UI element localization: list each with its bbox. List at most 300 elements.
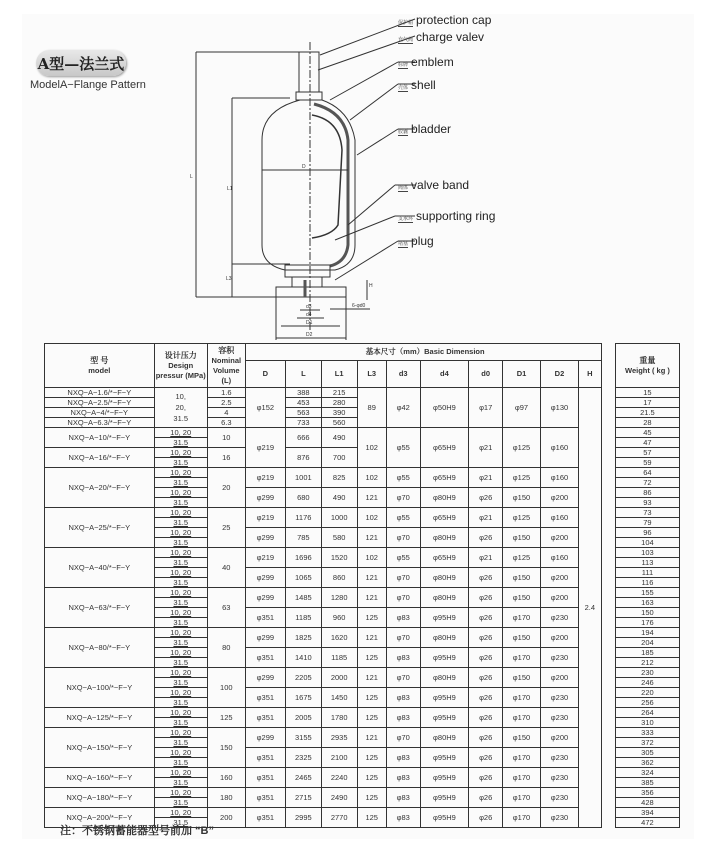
pressure-cell: 31.5 <box>154 718 207 728</box>
pressure-cell: 31.5 <box>154 558 207 568</box>
header-gap <box>601 344 615 388</box>
dim-cell-l3: 125 <box>357 648 386 668</box>
weight-cell: 21.5 <box>615 408 679 418</box>
dim-cell-d1: φ170 <box>503 788 541 808</box>
dim-cell-d4: φ80H9 <box>420 668 469 688</box>
dim-cell-d0: φ21 <box>469 508 503 528</box>
dim-cell-d2: φ230 <box>540 688 578 708</box>
model-cell: NXQ−A−40/*−F−Y <box>45 548 155 588</box>
column-header-h: H <box>578 361 601 388</box>
dim-cell-l3: 121 <box>357 588 386 608</box>
dim-cell-l3: 125 <box>357 688 386 708</box>
dim-cell-d0: φ21 <box>469 548 503 568</box>
pressure-cell: 31.5 <box>154 538 207 548</box>
dim-cell-d2: φ200 <box>540 528 578 548</box>
weight-cell: 356 <box>615 788 679 798</box>
dim-cell-l1: 1185 <box>321 648 357 668</box>
dim-cell-d3: φ70 <box>386 728 420 748</box>
dim-cell-l: 2995 <box>285 808 321 828</box>
weight-cell: 64 <box>615 468 679 478</box>
dim-cell-d4: φ95H9 <box>420 768 469 788</box>
dim-cell-d2: φ230 <box>540 748 578 768</box>
column-header-l1: L1 <box>321 361 357 388</box>
volume-cell: 200 <box>207 808 245 828</box>
table-row <box>45 388 680 398</box>
dim-cell-d2: φ200 <box>540 628 578 648</box>
dim-cell-d1: φ150 <box>503 728 541 748</box>
dim-cell-l: 2715 <box>285 788 321 808</box>
dim-cell-l: 733 <box>285 418 321 428</box>
dim-label-H: H <box>369 283 373 289</box>
model-cell: NXQ−A−150/*−F−Y <box>45 728 155 768</box>
weight-cell: 59 <box>615 458 679 468</box>
dim-cell-d3: φ83 <box>386 788 420 808</box>
dim-cell-l3: 102 <box>357 508 386 528</box>
dim-cell-d1: φ170 <box>503 648 541 668</box>
dim-cell-d3: φ70 <box>386 568 420 588</box>
dim-cell-d2: φ230 <box>540 708 578 728</box>
dim-cell-d0: φ26 <box>469 488 503 508</box>
column-header-d0: d0 <box>469 361 503 388</box>
callout-en: valve band <box>411 178 470 192</box>
dim-cell-l1: 1620 <box>321 628 357 648</box>
dim-cell-d2: φ230 <box>540 608 578 628</box>
volume-cell: 2.5 <box>207 398 245 408</box>
dim-cell-d4: φ95H9 <box>420 688 469 708</box>
dim-cell-d0: φ26 <box>469 768 503 788</box>
volume-cell: 4 <box>207 408 245 418</box>
model-cell: NXQ−A−2.5/*−F−Y <box>45 398 155 408</box>
model-cell: NXQ−A−63/*−F−Y <box>45 588 155 628</box>
dim-cell-d1: φ125 <box>503 468 541 488</box>
weight-cell: 256 <box>615 698 679 708</box>
header-volume: 容积 Nominal Volume (L) <box>207 344 245 388</box>
dim-cell-d3: φ83 <box>386 688 420 708</box>
dim-cell-d1: φ170 <box>503 608 541 628</box>
weight-cell: 428 <box>615 798 679 808</box>
callout-cn: 标牌 <box>398 62 409 68</box>
dim-cell-l3: 121 <box>357 488 386 508</box>
dim-cell-d1: φ125 <box>503 428 541 468</box>
volume-cell: 180 <box>207 788 245 808</box>
dim-cell-d: φ219 <box>245 428 285 468</box>
weight-cell: 73 <box>615 508 679 518</box>
dim-cell-d0: φ26 <box>469 668 503 688</box>
dim-cell-l: 2005 <box>285 708 321 728</box>
pressure-cell: 10, 20 <box>154 628 207 638</box>
weight-cell: 305 <box>615 748 679 758</box>
dim-cell-d1: φ150 <box>503 668 541 688</box>
volume-cell: 160 <box>207 768 245 788</box>
callout-cn: 支承环 <box>398 216 414 222</box>
callout-cn: 阀体 <box>398 185 409 191</box>
dim-cell-d0: φ26 <box>469 748 503 768</box>
dim-cell-d1: φ150 <box>503 528 541 548</box>
dim-cell-l3: 121 <box>357 528 386 548</box>
column-header-l: L <box>285 361 321 388</box>
pressure-cell: 31.5 <box>154 578 207 588</box>
pressure-cell: 10, 20 <box>154 448 207 458</box>
dim-cell-d: φ351 <box>245 648 285 668</box>
pressure-cell: 31.5 <box>154 738 207 748</box>
weight-cell: 79 <box>615 518 679 528</box>
dim-cell-d3: φ70 <box>386 668 420 688</box>
dim-cell-d3: φ83 <box>386 648 420 668</box>
dim-cell-d: φ299 <box>245 628 285 648</box>
volume-cell: 6.3 <box>207 418 245 428</box>
dim-cell-d4: φ65H9 <box>420 428 469 468</box>
dim-cell-d3: φ83 <box>386 808 420 828</box>
dim-cell-l1: 700 <box>321 448 357 468</box>
title-badge: A型—法兰式 <box>36 50 126 76</box>
dim-cell-l1: 2935 <box>321 728 357 748</box>
pressure-cell: 31.5 <box>154 478 207 488</box>
dim-cell-d2: φ200 <box>540 668 578 688</box>
callout-valve-band <box>398 178 469 192</box>
dim-cell-l: 563 <box>285 408 321 418</box>
dim-cell-l1: 2490 <box>321 788 357 808</box>
model-cell: NXQ−A−4/*−F−Y <box>45 408 155 418</box>
dim-cell-l: 876 <box>285 448 321 468</box>
dim-cell-l3: 121 <box>357 668 386 688</box>
weight-cell: 113 <box>615 558 679 568</box>
pressure-cell: 10, 20 <box>154 668 207 678</box>
weight-cell: 163 <box>615 598 679 608</box>
dim-cell-d4: φ95H9 <box>420 808 469 828</box>
dim-cell-d1: φ170 <box>503 708 541 728</box>
volume-cell: 20 <box>207 468 245 508</box>
pressure-cell: 31.5 <box>154 438 207 448</box>
dim-cell-d: φ299 <box>245 528 285 548</box>
dim-cell-l3: 89 <box>357 388 386 428</box>
dim-cell-d0: φ26 <box>469 708 503 728</box>
dim-cell-l1: 2100 <box>321 748 357 768</box>
dim-cell-l1: 560 <box>321 418 357 428</box>
volume-cell: 10 <box>207 428 245 448</box>
pressure-cell: 31.5 <box>154 638 207 648</box>
dim-cell-d0: φ26 <box>469 568 503 588</box>
dim-cell-l: 1485 <box>285 588 321 608</box>
header-basic-dimension: 基本尺寸（mm）Basic Dimension <box>245 344 601 361</box>
dim-cell-d1: φ170 <box>503 688 541 708</box>
volume-cell: 25 <box>207 508 245 548</box>
dim-cell-d2: φ200 <box>540 488 578 508</box>
dim-cell-d2: φ130 <box>540 388 578 428</box>
pressure-cell: 10, 20 <box>154 708 207 718</box>
dim-cell-d: φ219 <box>245 468 285 488</box>
weight-cell: 116 <box>615 578 679 588</box>
pressure-cell: 10, 20 <box>154 528 207 538</box>
dim-label-d4: d4 <box>306 312 312 318</box>
shell <box>262 100 355 270</box>
dim-cell-l: 2205 <box>285 668 321 688</box>
dim-cell-l: 1065 <box>285 568 321 588</box>
model-cell: NXQ−A−10/*−F−Y <box>45 428 155 448</box>
pressure-cell: 31.5 <box>154 458 207 468</box>
callout-en: supporting ring <box>416 209 496 223</box>
callout-en: protection cap <box>416 13 492 27</box>
volume-cell: 150 <box>207 728 245 768</box>
pressure-cell: 10, 20 <box>154 468 207 478</box>
pressure-cell: 10, 20 <box>154 608 207 618</box>
callout-cn: 堵塞 <box>398 241 409 247</box>
dim-cell-d: φ351 <box>245 708 285 728</box>
weight-cell: 194 <box>615 628 679 638</box>
dim-label-D2: D2 <box>306 332 313 338</box>
callout-en: shell <box>411 78 436 92</box>
weight-cell: 394 <box>615 808 679 818</box>
weight-cell: 28 <box>615 418 679 428</box>
pressure-cell: 31.5 <box>154 598 207 608</box>
subtitle: ModelA−Flange Pattern <box>30 79 146 91</box>
dim-cell-d0: φ26 <box>469 648 503 668</box>
weight-cell: 47 <box>615 438 679 448</box>
dim-cell-d2: φ160 <box>540 468 578 488</box>
weight-cell: 150 <box>615 608 679 618</box>
dim-label-d0: 6-φd0 <box>352 303 366 309</box>
dim-cell-d0: φ21 <box>469 428 503 468</box>
dim-cell-d3: φ83 <box>386 748 420 768</box>
pressure-cell: 10, 20, 31.5 <box>154 388 207 428</box>
dim-cell-l: 388 <box>285 388 321 398</box>
dim-cell-d4: φ95H9 <box>420 648 469 668</box>
dim-cell-d3: φ42 <box>386 388 420 428</box>
dim-label-L3: L3 <box>226 276 232 282</box>
dim-cell-d: φ351 <box>245 608 285 628</box>
weight-cell: 72 <box>615 478 679 488</box>
dim-cell-l3: 125 <box>357 808 386 828</box>
dim-cell-d3: φ83 <box>386 708 420 728</box>
callout-en: bladder <box>411 122 452 136</box>
callout-emblem <box>398 55 454 69</box>
weight-cell: 155 <box>615 588 679 598</box>
dim-cell-d4: φ80H9 <box>420 568 469 588</box>
column-header-d3: d3 <box>386 361 420 388</box>
weight-cell: 93 <box>615 498 679 508</box>
dim-cell-d4: φ80H9 <box>420 628 469 648</box>
dim-cell-d4: φ95H9 <box>420 608 469 628</box>
dim-label-D: D <box>302 164 306 170</box>
column-header-d1: D1 <box>503 361 541 388</box>
dim-cell-l1: 960 <box>321 608 357 628</box>
dim-label-L: L <box>190 174 193 180</box>
dim-cell-d2: φ230 <box>540 648 578 668</box>
dim-cell-l1: 2770 <box>321 808 357 828</box>
dim-cell-d0: φ26 <box>469 788 503 808</box>
pressure-cell: 10, 20 <box>154 428 207 438</box>
column-header-d4: d4 <box>420 361 469 388</box>
dim-cell-d2: φ160 <box>540 428 578 468</box>
dim-cell-d4: φ80H9 <box>420 588 469 608</box>
pressure-cell: 31.5 <box>154 778 207 788</box>
dim-cell-l3: 102 <box>357 468 386 488</box>
weight-cell: 176 <box>615 618 679 628</box>
header-model: 型 号 model <box>45 344 155 388</box>
dim-cell-d2: φ230 <box>540 808 578 828</box>
weight-cell: 385 <box>615 778 679 788</box>
dim-cell-l1: 2000 <box>321 668 357 688</box>
dim-cell-l1: 825 <box>321 468 357 488</box>
model-cell: NXQ−A−160/*−F−Y <box>45 768 155 788</box>
weight-cell: 111 <box>615 568 679 578</box>
dim-label-d3: d3 <box>306 304 312 310</box>
weight-cell: 212 <box>615 658 679 668</box>
volume-cell: 63 <box>207 588 245 628</box>
callout-en: charge valev <box>416 30 485 44</box>
volume-cell: 80 <box>207 628 245 668</box>
weight-cell: 310 <box>615 718 679 728</box>
dim-cell-d: φ299 <box>245 568 285 588</box>
dim-cell-l1: 1000 <box>321 508 357 528</box>
dim-cell-d: φ351 <box>245 748 285 768</box>
dim-cell-l1: 1280 <box>321 588 357 608</box>
dim-cell-d2: φ230 <box>540 768 578 788</box>
dim-cell-d2: φ230 <box>540 788 578 808</box>
dim-cell-l3: 102 <box>357 428 386 468</box>
pressure-cell: 31.5 <box>154 698 207 708</box>
weight-cell: 15 <box>615 388 679 398</box>
dim-cell-d2: φ160 <box>540 548 578 568</box>
table-body <box>45 388 680 828</box>
dim-cell-l3: 125 <box>357 768 386 788</box>
dim-cell-d2: φ200 <box>540 568 578 588</box>
dim-cell-d0: φ26 <box>469 728 503 748</box>
pressure-cell: 10, 20 <box>154 748 207 758</box>
callout-bladder <box>398 122 451 136</box>
dim-cell-l3: 102 <box>357 548 386 568</box>
pressure-cell: 10, 20 <box>154 508 207 518</box>
dim-cell-d1: φ150 <box>503 568 541 588</box>
weight-cell: 472 <box>615 818 679 828</box>
weight-cell: 57 <box>615 448 679 458</box>
pressure-cell: 10, 20 <box>154 728 207 738</box>
dim-cell-l: 453 <box>285 398 321 408</box>
dim-cell-l1: 1450 <box>321 688 357 708</box>
model-cell: NXQ−A−1.6/*−F−Y <box>45 388 155 398</box>
dim-cell-d: φ299 <box>245 728 285 748</box>
pressure-cell: 31.5 <box>154 818 207 828</box>
dim-cell-d0: φ26 <box>469 688 503 708</box>
dim-cell-l: 785 <box>285 528 321 548</box>
dim-cell-d: φ299 <box>245 588 285 608</box>
pressure-cell: 31.5 <box>154 518 207 528</box>
pressure-cell: 10, 20 <box>154 788 207 798</box>
volume-cell: 40 <box>207 548 245 588</box>
pressure-cell: 10, 20 <box>154 768 207 778</box>
dim-cell-l1: 860 <box>321 568 357 588</box>
callout-cn: 胶囊 <box>398 129 409 135</box>
model-cell: NXQ−A−180/*−F−Y <box>45 788 155 808</box>
dim-cell-l3: 121 <box>357 728 386 748</box>
weight-cell: 333 <box>615 728 679 738</box>
dim-cell-d0: φ26 <box>469 628 503 648</box>
dim-cell-l: 1176 <box>285 508 321 528</box>
dim-cell-l: 680 <box>285 488 321 508</box>
column-gap <box>601 388 615 828</box>
dim-cell-d0: φ26 <box>469 588 503 608</box>
weight-cell: 372 <box>615 738 679 748</box>
volume-cell: 125 <box>207 708 245 728</box>
pressure-cell: 31.5 <box>154 618 207 628</box>
dim-cell-d0: φ17 <box>469 388 503 428</box>
dim-cell-l: 1001 <box>285 468 321 488</box>
dim-cell-d2: φ200 <box>540 588 578 608</box>
dim-cell-d1: φ125 <box>503 508 541 528</box>
pressure-cell: 10, 20 <box>154 588 207 598</box>
dim-cell-d2: φ200 <box>540 728 578 748</box>
dim-cell-d: φ299 <box>245 668 285 688</box>
model-cell: NXQ−A−25/*−F−Y <box>45 508 155 548</box>
volume-cell: 100 <box>207 668 245 708</box>
callout-en: emblem <box>411 55 454 69</box>
pressure-cell: 31.5 <box>154 678 207 688</box>
weight-cell: 104 <box>615 538 679 548</box>
dim-cell-d: φ351 <box>245 808 285 828</box>
footnote: 注：不锈钢蓄能器型号前加 “B” <box>60 825 214 837</box>
dim-cell-d4: φ65H9 <box>420 508 469 528</box>
dim-cell-l: 1696 <box>285 548 321 568</box>
callout-supporting-ring <box>398 209 495 223</box>
dim-cell-d3: φ70 <box>386 528 420 548</box>
dim-cell-d4: φ95H9 <box>420 708 469 728</box>
dim-cell-d3: φ83 <box>386 608 420 628</box>
dim-cell-l3: 121 <box>357 568 386 588</box>
weight-cell: 230 <box>615 668 679 678</box>
dim-cell-d1: φ97 <box>503 388 541 428</box>
callout-shell <box>398 78 436 92</box>
dim-cell-d1: φ150 <box>503 628 541 648</box>
model-cell: NXQ−A−200/*−F−Y <box>45 808 155 828</box>
weight-cell: 324 <box>615 768 679 778</box>
dim-cell-d4: φ95H9 <box>420 748 469 768</box>
specification-table <box>44 343 680 828</box>
dim-cell-d: φ219 <box>245 508 285 528</box>
dim-cell-l3: 121 <box>357 628 386 648</box>
dim-cell-d: φ351 <box>245 768 285 788</box>
dim-cell-l: 2325 <box>285 748 321 768</box>
callout-cn: 充气阀 <box>398 37 414 43</box>
weight-cell: 220 <box>615 688 679 698</box>
dim-cell-d0: φ26 <box>469 608 503 628</box>
dim-cell-d3: φ83 <box>386 768 420 788</box>
dim-cell-d: φ351 <box>245 788 285 808</box>
weight-cell: 103 <box>615 548 679 558</box>
column-header-d: D <box>245 361 285 388</box>
dim-cell-l1: 1520 <box>321 548 357 568</box>
callout-plug <box>398 234 434 248</box>
dim-cell-d3: φ55 <box>386 428 420 468</box>
pressure-cell: 31.5 <box>154 498 207 508</box>
dim-label-D1: D1 <box>306 320 313 326</box>
dim-cell-l3: 125 <box>357 708 386 728</box>
dim-cell-d1: φ170 <box>503 808 541 828</box>
dim-cell-d4: φ80H9 <box>420 488 469 508</box>
dim-cell-d4: φ80H9 <box>420 528 469 548</box>
dim-cell-d3: φ55 <box>386 508 420 528</box>
dim-cell-d: φ219 <box>245 548 285 568</box>
dim-cell-d1: φ170 <box>503 768 541 788</box>
model-cell: NXQ−A−16/*−F−Y <box>45 448 155 468</box>
pressure-cell: 10, 20 <box>154 808 207 818</box>
header-weight: 重量 Weight ( kg ) <box>615 344 679 388</box>
pressure-cell: 31.5 <box>154 758 207 768</box>
dim-cell-l: 1185 <box>285 608 321 628</box>
dim-cell-d4: φ65H9 <box>420 548 469 568</box>
dim-cell-d3: φ55 <box>386 548 420 568</box>
dim-cell-l1: 2240 <box>321 768 357 788</box>
dim-cell-l: 2465 <box>285 768 321 788</box>
weight-cell: 17 <box>615 398 679 408</box>
